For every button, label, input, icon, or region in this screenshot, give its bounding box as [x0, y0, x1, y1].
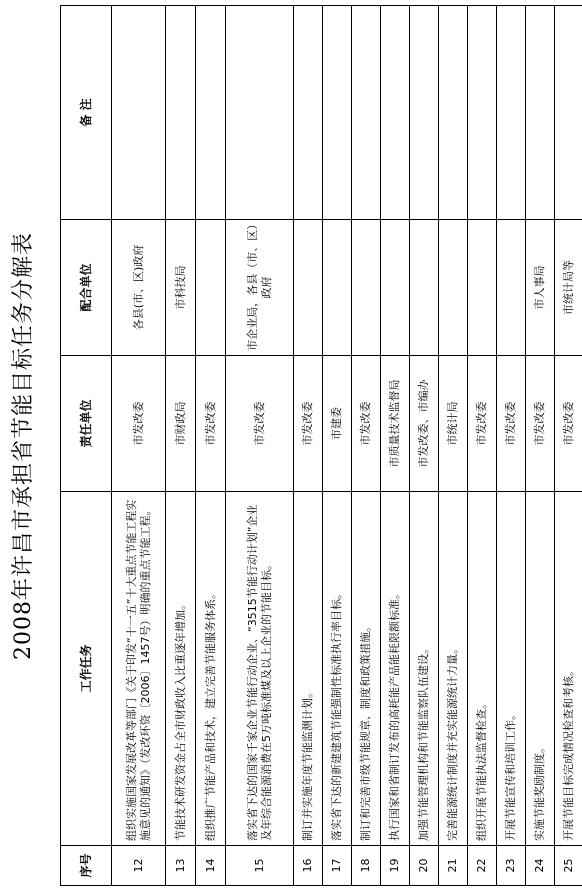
row-cooperating [497, 220, 526, 356]
header-cooperating: 配合单位 [61, 220, 112, 356]
row-responsible: 市发改委 [468, 356, 497, 492]
row-remarks [497, 6, 526, 220]
row-seq: 20 [410, 846, 439, 886]
row-seq: 24 [526, 846, 555, 886]
row-responsible: 市质量技术监督局 [381, 356, 410, 492]
table-row [381, 6, 410, 886]
row-cooperating: 市科技局 [166, 220, 196, 356]
row-seq: 12 [112, 846, 166, 886]
row-cooperating [410, 220, 439, 356]
table-row [226, 6, 294, 886]
row-responsible: 市发改委 [226, 356, 294, 492]
table-row [555, 6, 582, 886]
row-seq: 18 [352, 846, 381, 886]
table-row [294, 6, 323, 886]
row-remarks [410, 6, 439, 220]
row-remarks [526, 6, 555, 220]
row-responsible: 市发改委 [555, 356, 582, 492]
row-remarks [226, 6, 294, 220]
row-remarks [381, 6, 410, 220]
row-task: 制订并实施年度节能监测计划。 [294, 492, 323, 846]
row-cooperating: 市人事局 [526, 220, 555, 356]
row-task: 节能技术研发资金占全市财政收入比重逐年增加。 [166, 492, 196, 846]
row-responsible: 市发改委 [112, 356, 166, 492]
task-table [60, 5, 582, 886]
row-seq: 23 [497, 846, 526, 886]
row-cooperating: 市统计局等 [555, 220, 582, 356]
table-row [439, 6, 468, 886]
row-cooperating [468, 220, 497, 356]
row-responsible: 市发改委 [526, 356, 555, 492]
row-seq: 21 [439, 846, 468, 886]
row-cooperating [352, 220, 381, 356]
header-responsible: 责任单位 [61, 356, 112, 492]
row-remarks [166, 6, 196, 220]
table-row [196, 6, 226, 886]
row-task: 组织推广节能产品和技术，建立完善节能服务体系。 [196, 492, 226, 846]
row-task: 执行国家和省制订发布的高耗能产品能耗限额标准。 [381, 492, 410, 846]
row-cooperating: 各县(市、区)政府 [112, 220, 166, 356]
row-responsible: 市发改委 [497, 356, 526, 492]
table-row [166, 6, 196, 886]
row-remarks [468, 6, 497, 220]
row-task: 实施节能奖励制度。 [526, 492, 555, 846]
row-task: 组织实施国家发展改革等部门《关于印发“十一五”十大重点节能工程实施意见的通知》（发改环资〔2006〕1457号）明确的重点节能工程。 [112, 492, 166, 846]
row-cooperating [323, 220, 352, 356]
row-responsible: 市发改委、市编办 [410, 356, 439, 492]
header-row [61, 6, 112, 886]
row-task: 落实省下达的国家千家企业节能行动企业、“3515节能行动计划”企业及年综合能源消费在5万吨标准煤及以上企业的节能目标。 [226, 492, 294, 846]
header-task: 工作任务 [61, 492, 112, 846]
row-remarks [352, 6, 381, 220]
table-row [323, 6, 352, 886]
table-row [497, 6, 526, 886]
table-row [352, 6, 381, 886]
row-seq: 19 [381, 846, 410, 886]
row-cooperating [439, 220, 468, 356]
row-task: 开展节能宣传和培训工作。 [497, 492, 526, 846]
row-responsible: 市统计局 [439, 356, 468, 492]
row-seq: 14 [196, 846, 226, 886]
table-row [526, 6, 555, 886]
row-seq: 13 [166, 846, 196, 886]
row-cooperating [381, 220, 410, 356]
row-cooperating [294, 220, 323, 356]
row-responsible: 市发改委 [196, 356, 226, 492]
row-cooperating [196, 220, 226, 356]
table-row [112, 6, 166, 886]
table-row [468, 6, 497, 886]
header-seq: 序号 [61, 846, 112, 886]
row-task: 开展节能目标完成情况检查和考核。 [555, 492, 582, 846]
row-responsible: 市发改委 [352, 356, 381, 492]
row-responsible: 市发改委 [294, 356, 323, 492]
row-seq: 17 [323, 846, 352, 886]
row-seq: 15 [226, 846, 294, 886]
page-title: 2008年许昌市承担省节能目标任务分解表 [11, 232, 36, 660]
table-row [410, 6, 439, 886]
row-remarks [323, 6, 352, 220]
row-remarks [555, 6, 582, 220]
row-seq: 22 [468, 846, 497, 886]
row-remarks [196, 6, 226, 220]
row-responsible: 市财政局 [166, 356, 196, 492]
row-task: 制订和完善市级节能规章、制度和政策措施。 [352, 492, 381, 846]
row-task: 加强节能管理机构和节能监察队伍建设。 [410, 492, 439, 846]
row-remarks [439, 6, 468, 220]
row-task: 完善能源统计制度并充实能源统计力量。 [439, 492, 468, 846]
row-cooperating: 市企业局，各县（市、区）政府 [226, 220, 294, 356]
row-remarks [112, 6, 166, 220]
row-responsible: 市建委 [323, 356, 352, 492]
row-seq: 16 [294, 846, 323, 886]
row-remarks [294, 6, 323, 220]
row-seq: 25 [555, 846, 582, 886]
row-task: 落实省下达的新建建筑节能强制性标准执行率目标。 [323, 492, 352, 846]
header-remarks: 备 注 [61, 6, 112, 220]
row-task: 组织开展节能执法监督检查。 [468, 492, 497, 846]
